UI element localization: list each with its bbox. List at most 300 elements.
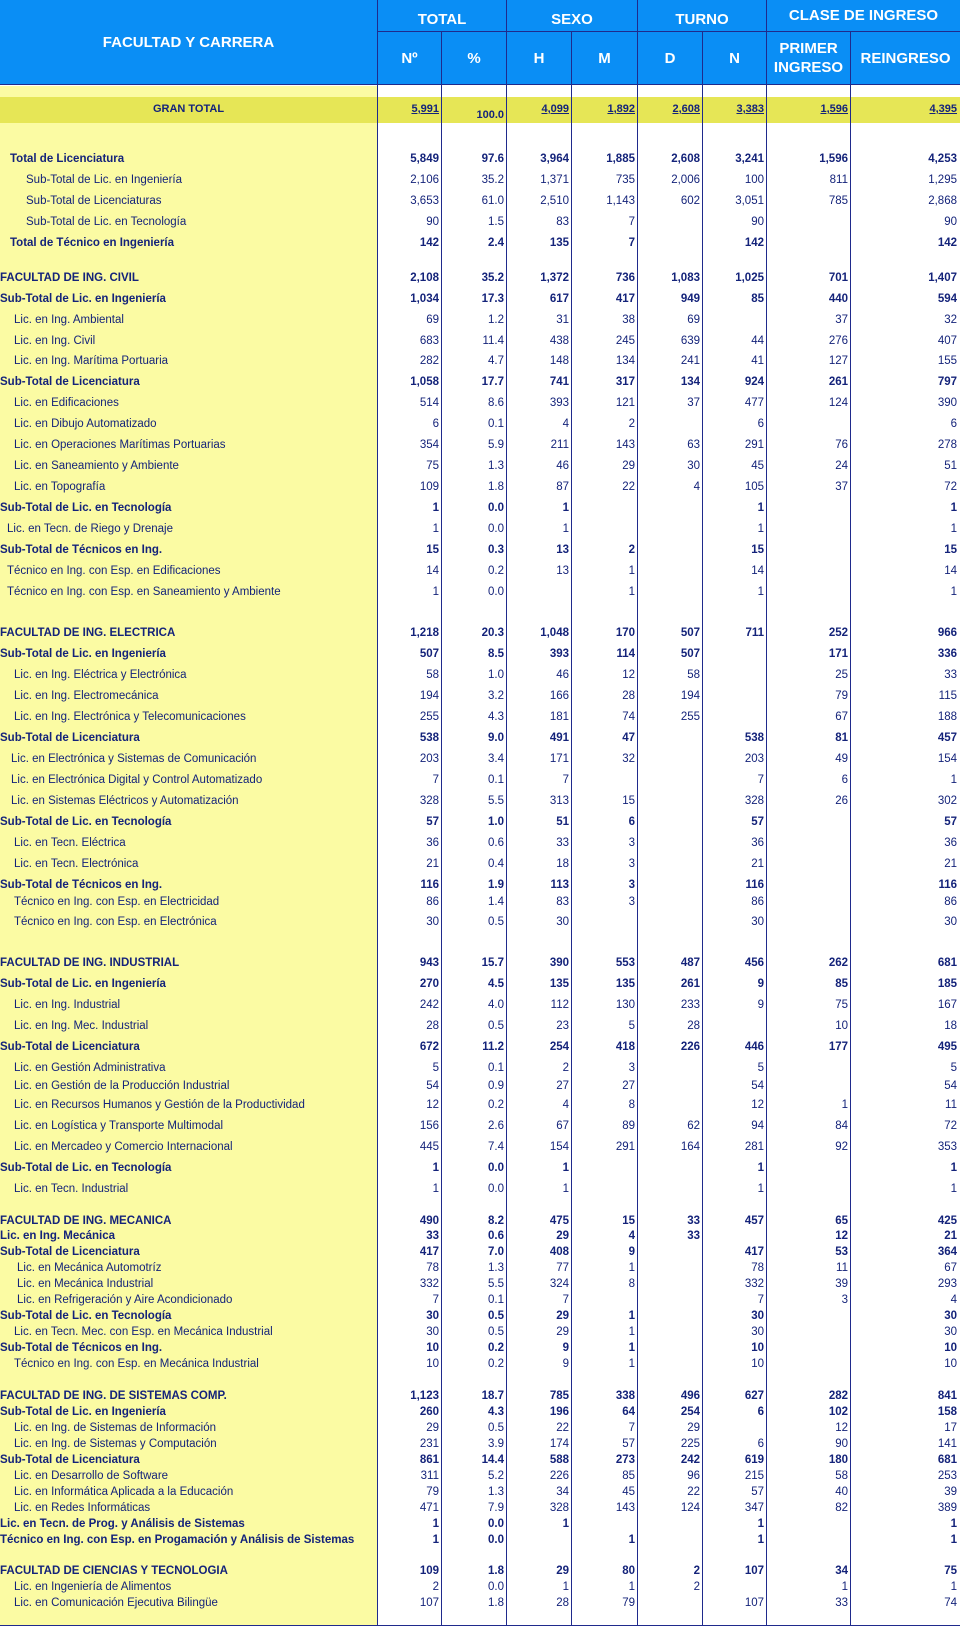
cell-reingreso: 6 (950, 418, 957, 430)
cell-d: 639 (680, 335, 700, 347)
cell-h: 226 (549, 1470, 569, 1482)
cell-h: 393 (549, 648, 569, 660)
cell-h: 1 (562, 1183, 569, 1195)
cell-num: 490 (419, 1215, 439, 1227)
cell-primer: 262 (828, 957, 848, 969)
cell-pct: 1.3 (488, 1486, 504, 1498)
cell-m: 553 (615, 957, 635, 969)
cell-h: 148 (549, 355, 569, 367)
cell-primer: 37 (835, 314, 848, 326)
cell-h: 113 (550, 879, 569, 891)
cell-pct: 2.6 (488, 1120, 504, 1132)
cell-reingreso: 90 (944, 216, 957, 228)
row-label: Total de Técnico en Ingeniería (10, 237, 175, 249)
cell-m: 47 (622, 732, 635, 744)
cell-num: 5 (432, 1062, 439, 1074)
cell-num: 270 (419, 978, 439, 990)
cell-num: 255 (419, 711, 439, 723)
cell-reingreso: 4,253 (928, 153, 957, 165)
cell-reingreso: 1 (950, 1162, 957, 1174)
cell-d: 261 (680, 978, 700, 990)
cell-reingreso: 457 (937, 732, 957, 744)
cell-primer: 102 (828, 1406, 848, 1418)
cell-num: 1,058 (410, 376, 439, 388)
cell-h: 13 (556, 544, 569, 556)
cell-h: 1 (562, 502, 569, 514)
cell-reingreso: 253 (937, 1470, 957, 1482)
cell-num: 507 (419, 648, 439, 660)
cell-num: 471 (419, 1502, 439, 1514)
cell-num: 78 (426, 1262, 439, 1274)
row-label: Lic. en Mecánica Automotríz (17, 1262, 162, 1274)
row-label: Lic. en Saneamiento y Ambiente (14, 460, 179, 472)
cell-n: 15 (751, 544, 764, 556)
cell-h: 588 (549, 1454, 569, 1466)
cell-reingreso: 390 (937, 397, 957, 409)
cell-h: 181 (549, 711, 569, 723)
cell-reingreso: 364 (937, 1246, 957, 1258)
cell-m: 1 (628, 1358, 635, 1370)
cell-d: 33 (687, 1230, 700, 1242)
cell-num: 54 (426, 1080, 439, 1092)
cell-reingreso: 5 (950, 1062, 957, 1074)
cell-reingreso: 15 (944, 544, 957, 556)
cell-num: 311 (420, 1470, 439, 1482)
row-label: Sub-Total de Licenciatura (0, 1041, 140, 1053)
cell-n: 10 (751, 1358, 764, 1370)
cell-num: 1,218 (410, 627, 439, 639)
cell-num: 328 (419, 795, 439, 807)
row-label: Sub-Total de Licenciatura (0, 1454, 140, 1466)
cell-m: 2 (628, 544, 635, 556)
cell-pct: 1.8 (488, 1565, 504, 1577)
header-d: D (638, 32, 702, 84)
cell-h: 166 (549, 690, 569, 702)
row-label: Lic. en Ingeniería de Alimentos (14, 1581, 172, 1593)
cell-pct: 0.0 (488, 1518, 504, 1530)
row-label: Lic. en Comunicación Ejecutiva Bilingüe (14, 1597, 218, 1609)
cell-pct: 97.6 (481, 153, 504, 165)
cell-n: 30 (751, 1326, 764, 1338)
cell-reingreso: 75 (944, 1565, 957, 1577)
row-label: Sub-Total de Licenciaturas (26, 195, 162, 207)
row-label: Lic. en Topografía (14, 481, 106, 493)
cell-n: 85 (751, 293, 764, 305)
cell-n: 100 (744, 174, 764, 186)
cell-d: 2,608 (671, 153, 700, 165)
cell-primer: 10 (835, 1020, 848, 1032)
cell-primer: 53 (835, 1246, 848, 1258)
row-label: Lic. en Tecn. Mec. con Esp. en Mecánica Industrial (14, 1326, 273, 1338)
row-label: Total de Licenciatura (10, 153, 125, 165)
cell-reingreso: 57 (944, 816, 957, 828)
row-label: FACULTAD DE ING. INDUSTRIAL (0, 957, 180, 969)
cell-m: 15 (622, 795, 635, 807)
cell-num: 30 (426, 1326, 439, 1338)
cell-num: 1 (432, 502, 439, 514)
cell-h: 29 (556, 1565, 569, 1577)
cell-n: 12 (751, 1099, 764, 1111)
cell-reingreso: 158 (937, 1406, 957, 1418)
cell-pct: 0.5 (488, 1422, 504, 1434)
cell-num: 30 (426, 916, 439, 928)
cell-m: 1 (628, 1262, 635, 1274)
cell-pct: 11.2 (482, 1041, 504, 1053)
gran-total-label: GRAN TOTAL (152, 103, 225, 115)
cell-m: 170 (615, 627, 635, 639)
row-label: Lic. en Redes Informáticas (14, 1502, 151, 1514)
cell-primer: 261 (828, 376, 848, 388)
cell-d: 134 (680, 376, 700, 388)
cell-num: 30 (426, 1310, 439, 1322)
cell-pct: 5.5 (488, 795, 504, 807)
cell-num: 109 (419, 1565, 439, 1577)
cell-n: 45 (751, 460, 764, 472)
cell-num: 2,108 (410, 272, 439, 284)
cell-h: 112 (550, 999, 569, 1011)
cell-h: 29 (556, 1230, 569, 1242)
cell-reingreso: 115 (938, 690, 957, 702)
cell-n: 7 (757, 1294, 764, 1306)
cell-m: 736 (615, 272, 635, 284)
header-num: Nº (378, 32, 441, 84)
cell-m: 3 (628, 1062, 635, 1074)
cell-d: 949 (680, 293, 700, 305)
row-label: FACULTAD DE ING. DE SISTEMAS COMP. (0, 1390, 227, 1402)
cell-pct: 1.4 (488, 896, 504, 908)
row-label: Técnico en Ing. con Esp. en Electricidad (14, 896, 220, 908)
cell-m: 317 (615, 376, 635, 388)
cell-d: 63 (687, 439, 700, 451)
cell-h: 4 (562, 418, 569, 430)
cell-pct: 35.2 (481, 272, 504, 284)
cell-primer: 276 (828, 335, 848, 347)
header-total: TOTAL (378, 0, 506, 31)
cell-n: 1 (757, 1534, 764, 1546)
cell-pct: 2.4 (488, 237, 504, 249)
cell-reingreso: 1 (950, 523, 957, 535)
gran-total-num: 5,991 (411, 103, 439, 115)
cell-h: 1 (562, 523, 569, 535)
cell-pct: 8.6 (488, 397, 504, 409)
cell-primer: 84 (835, 1120, 848, 1132)
header-sexo: SEXO (507, 0, 637, 31)
cell-primer: 34 (835, 1565, 848, 1577)
cell-primer: 440 (828, 293, 848, 305)
cell-pct: 1.5 (488, 216, 504, 228)
cell-reingreso: 74 (944, 1597, 957, 1609)
row-label: Lic. en Tecn. de Prog. y Análisis de Sistemas (0, 1518, 245, 1530)
gran-total-pct: 100.0 (476, 109, 504, 121)
cell-d: 96 (687, 1470, 700, 1482)
header-reingreso: REINGRESO (851, 32, 960, 84)
cell-m: 29 (622, 460, 635, 472)
cell-d: 255 (680, 711, 700, 723)
cell-pct: 0.0 (488, 1162, 504, 1174)
cell-m: 338 (615, 1390, 635, 1402)
cell-m: 1 (628, 1310, 635, 1322)
row-label: Lic. en Ing. Ambiental (14, 314, 124, 326)
cell-n: 5 (757, 1062, 764, 1074)
cell-m: 134 (615, 355, 635, 367)
cell-m: 735 (615, 174, 635, 186)
cell-h: 196 (549, 1406, 569, 1418)
cell-pct: 1.8 (488, 481, 504, 493)
cell-num: 116 (420, 879, 439, 891)
row-label: Sub-Total de Lic. en Ingeniería (26, 174, 182, 186)
cell-reingreso: 67 (944, 1262, 957, 1274)
cell-h: 324 (549, 1278, 569, 1290)
cell-pct: 0.6 (488, 837, 504, 849)
cell-reingreso: 278 (937, 439, 957, 451)
cell-h: 2,510 (540, 195, 569, 207)
cell-reingreso: 293 (937, 1278, 957, 1290)
cell-h: 30 (556, 916, 569, 928)
cell-n: 21 (751, 858, 764, 870)
cell-primer: 39 (835, 1278, 848, 1290)
cell-h: 741 (549, 376, 569, 388)
cell-h: 390 (549, 957, 569, 969)
cell-reingreso: 30 (944, 1310, 957, 1322)
cell-reingreso: 4 (950, 1294, 957, 1306)
cell-n: 1 (757, 1162, 764, 1174)
cell-m: 57 (622, 1438, 635, 1450)
cell-pct: 1.9 (488, 879, 504, 891)
cell-pct: 7.9 (488, 1502, 504, 1514)
row-label: Lic. en Tecn. Industrial (14, 1183, 129, 1195)
cell-primer: 6 (841, 774, 848, 786)
cell-pct: 0.0 (488, 1581, 504, 1593)
cell-n: 3,051 (735, 195, 764, 207)
cell-primer: 65 (835, 1215, 848, 1227)
cell-pct: 35.2 (481, 174, 504, 186)
cell-h: 34 (556, 1486, 569, 1498)
gran-total-m: 1,892 (607, 103, 635, 115)
cell-m: 3 (628, 858, 635, 870)
cell-reingreso: 116 (938, 879, 957, 891)
cell-num: 3,653 (410, 195, 439, 207)
cell-num: 1 (432, 586, 439, 598)
cell-num: 231 (419, 1438, 439, 1450)
cell-m: 15 (622, 1215, 635, 1227)
cell-num: 260 (419, 1406, 439, 1418)
cell-m: 9 (628, 1246, 635, 1258)
cell-n: 30 (751, 1310, 764, 1322)
cell-n: 456 (744, 957, 764, 969)
cell-n: 1 (757, 1518, 764, 1530)
row-label: Lic. en Mecánica Industrial (17, 1278, 154, 1290)
cell-primer: 1,596 (819, 153, 848, 165)
cell-pct: 0.5 (488, 1020, 504, 1032)
cell-num: 1 (432, 1162, 439, 1174)
cell-n: 41 (751, 355, 764, 367)
cell-primer: 1 (841, 1581, 848, 1593)
cell-h: 1 (562, 1581, 569, 1593)
cell-n: 54 (751, 1080, 764, 1092)
cell-primer: 11 (836, 1262, 848, 1274)
cell-d: 225 (680, 1438, 700, 1450)
cell-pct: 0.0 (488, 1534, 504, 1546)
cell-n: 332 (744, 1278, 764, 1290)
cell-reingreso: 39 (944, 1486, 957, 1498)
header-clase-ingreso: CLASE DE INGRESO (767, 0, 960, 31)
cell-h: 7 (562, 774, 569, 786)
cell-reingreso: 1 (950, 502, 957, 514)
cell-num: 12 (426, 1099, 439, 1111)
cell-n: 107 (744, 1597, 764, 1609)
row-label: Lic. en Mercadeo y Comercio Internacional (14, 1141, 233, 1153)
cell-h: 438 (549, 335, 569, 347)
cell-reingreso: 86 (944, 896, 957, 908)
row-label: FACULTAD DE ING. ELÉCTRICA (0, 627, 176, 639)
cell-reingreso: 336 (937, 648, 957, 660)
cell-pct: 4.0 (488, 999, 504, 1011)
cell-pct: 20.3 (481, 627, 504, 639)
cell-n: 924 (744, 376, 764, 388)
cell-h: 28 (556, 1597, 569, 1609)
cell-pct: 0.4 (488, 858, 504, 870)
cell-primer: 811 (829, 174, 848, 186)
cell-pct: 1.3 (488, 460, 504, 472)
cell-num: 10 (426, 1342, 439, 1354)
cell-m: 1 (628, 565, 635, 577)
cell-num: 445 (419, 1141, 439, 1153)
cell-num: 69 (426, 314, 439, 326)
row-label: Lic. en Ing. de Sistemas de Información (14, 1422, 216, 1434)
cell-h: 27 (556, 1080, 569, 1092)
cell-primer: 127 (828, 355, 848, 367)
cell-reingreso: 17 (944, 1422, 957, 1434)
cell-h: 51 (556, 816, 569, 828)
cell-primer: 92 (835, 1141, 848, 1153)
header-m: M (572, 32, 637, 84)
cell-h: 617 (549, 293, 569, 305)
cell-pct: 0.2 (488, 1342, 504, 1354)
cell-h: 475 (549, 1215, 569, 1227)
cell-d: 28 (687, 1020, 700, 1032)
cell-h: 77 (556, 1262, 569, 1274)
cell-n: 291 (744, 439, 764, 451)
col-divider (637, 0, 638, 1626)
cell-primer: 24 (835, 460, 848, 472)
cell-m: 273 (615, 1454, 635, 1466)
row-label: Técnico en Ing. con Esp. en Progamación y Análisis de Sistemas (0, 1534, 355, 1546)
cell-primer: 3 (841, 1294, 848, 1306)
row-label: Lic. en Tecn. Electrónica (14, 858, 139, 870)
cell-d: 2 (693, 1581, 700, 1593)
cell-n: 44 (751, 335, 764, 347)
cell-reingreso: 1 (950, 1581, 957, 1593)
cell-h: 46 (556, 669, 569, 681)
cell-h: 18 (556, 858, 569, 870)
cell-n: 711 (745, 627, 764, 639)
cell-num: 1 (432, 1183, 439, 1195)
cell-h: 46 (556, 460, 569, 472)
cell-m: 1 (628, 1342, 635, 1354)
cell-reingreso: 594 (937, 293, 957, 305)
cell-m: 1 (628, 1581, 635, 1593)
cell-reingreso: 32 (944, 314, 957, 326)
cell-reingreso: 302 (937, 795, 957, 807)
cell-h: 29 (556, 1310, 569, 1322)
cell-num: 86 (426, 896, 439, 908)
cell-reingreso: 2,868 (928, 195, 957, 207)
cell-h: 67 (556, 1120, 569, 1132)
gran-total-reingreso: 4,395 (929, 103, 957, 115)
cell-reingreso: 797 (937, 376, 957, 388)
cell-num: 58 (426, 669, 439, 681)
row-label: Lic. en Ing. Electrónica y Telecomunicaciones (14, 711, 246, 723)
cell-h: 9 (562, 1342, 569, 1354)
cell-pct: 3.2 (488, 690, 504, 702)
cell-h: 1,372 (540, 272, 569, 284)
row-label: Sub-Total de Técnicos en Ing. (0, 879, 163, 891)
cell-pct: 4.3 (488, 711, 504, 723)
cell-m: 89 (622, 1120, 635, 1132)
cell-m: 8 (628, 1278, 635, 1290)
cell-num: 1,034 (410, 293, 439, 305)
cell-primer: 180 (828, 1454, 848, 1466)
cell-pct: 5.9 (488, 439, 504, 451)
header-h: H (507, 32, 571, 84)
row-label: Lic. en Ing. Eléctrica y Electrónica (14, 669, 187, 681)
row-label: Sub-Total de Lic. en Tecnología (0, 502, 172, 514)
cell-d: 507 (680, 648, 700, 660)
cell-n: 1,025 (735, 272, 764, 284)
cell-pct: 8.5 (488, 648, 504, 660)
cell-reingreso: 841 (937, 1390, 957, 1402)
cell-h: 1 (562, 1162, 569, 1174)
header-turno: TURNO (638, 0, 766, 31)
cell-d: 37 (687, 397, 700, 409)
header-bottom-line (0, 84, 960, 85)
cell-pct: 1.2 (488, 314, 504, 326)
cell-primer: 85 (835, 978, 848, 990)
cell-h: 9 (562, 1358, 569, 1370)
cell-reingreso: 72 (944, 481, 957, 493)
row-label: Lic. en Refrigeración y Aire Acondicionado (17, 1294, 233, 1306)
cell-num: 33 (426, 1230, 439, 1242)
cell-primer: 33 (835, 1597, 848, 1609)
gran-total-row (0, 103, 960, 123)
cell-m: 7 (628, 216, 635, 228)
cell-n: 57 (751, 816, 764, 828)
cell-reingreso: 1 (950, 1534, 957, 1546)
cell-n: 6 (757, 1406, 764, 1418)
row-label: Lic. en Ing. Industrial (14, 999, 121, 1011)
cell-num: 514 (419, 397, 439, 409)
cell-d: 241 (680, 355, 700, 367)
cell-primer: 90 (835, 1438, 848, 1450)
cell-num: 538 (419, 732, 439, 744)
cell-m: 291 (615, 1141, 635, 1153)
cell-d: 242 (680, 1454, 700, 1466)
cell-num: 203 (419, 753, 439, 765)
cell-pct: 0.9 (488, 1080, 504, 1092)
cell-pct: 8.2 (488, 1215, 504, 1227)
row-label: Lic. en Informática Aplicada a la Educación (14, 1486, 234, 1498)
gran-total-h: 4,099 (541, 103, 569, 115)
cell-reingreso: 72 (944, 1120, 957, 1132)
header-divider (378, 31, 960, 32)
cell-h: 211 (550, 439, 569, 451)
cell-h: 135 (549, 237, 569, 249)
cell-pct: 1.8 (488, 1597, 504, 1609)
cell-pct: 0.5 (488, 916, 504, 928)
cell-pct: 0.3 (488, 544, 504, 556)
cell-n: 1 (757, 523, 764, 535)
cell-primer: 124 (828, 397, 848, 409)
